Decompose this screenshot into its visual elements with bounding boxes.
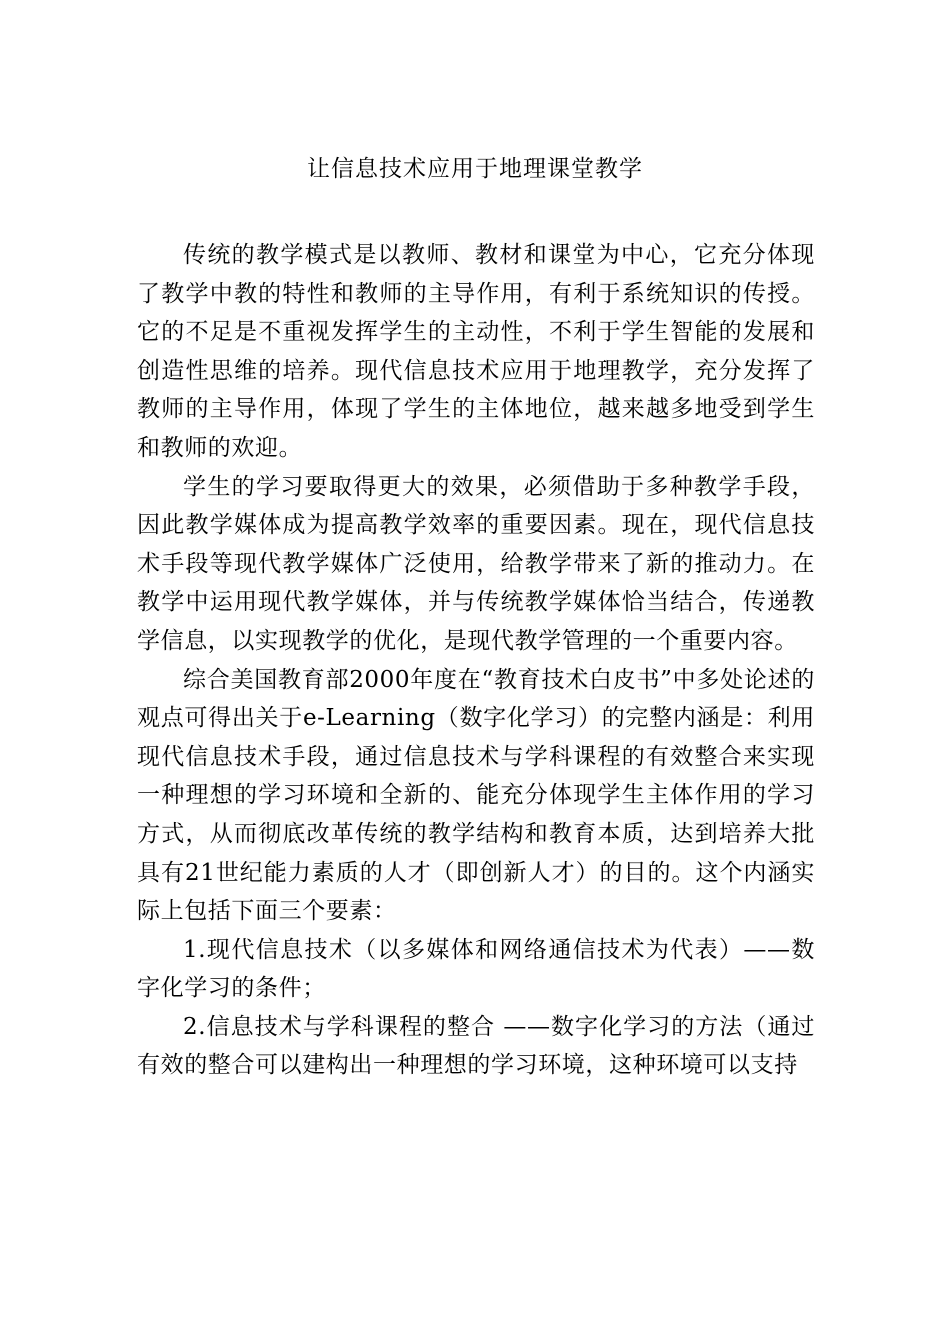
paragraph: 学生的学习要取得更大的效果，必须借助于多种教学手段，因此教学媒体成为提高教学效率的重要因素。现在，现代信息技术手段等现代教学媒体广泛使用，给教学带来了新的推动力。在教学中运用现代教学媒体，并与传统教学媒体恰当结合，传递教学信息，以实现教学的优化，是现代教学管理的一个重要内容。: [137, 473, 815, 654]
list-item: 2.信息技术与学科课程的整合 ——数字化学习的方法（通过有效的整合可以建构出一种理想的学习环境，这种环境可以支持: [137, 1013, 815, 1079]
paragraph: 传统的教学模式是以教师、教材和课堂为中心，它充分体现了教学中教的特性和教师的主导作用，有利于系统知识的传授。它的不足是不重视发挥学生的主动性，不利于学生智能的发展和创造性思维的培养。现代信息技术应用于地理教学，充分发挥了教师的主导作用，体现了学生的主体地位，越来越多地受到学生和教师的欢迎。: [137, 242, 815, 461]
document-body: [137, 236, 815, 1085]
paragraph: 综合美国教育部2000年度在“教育技术白皮书”中多处论述的观点可得出关于e-Learning（数字化学习）的完整内涵是：利用现代信息技术手段，通过信息技术与学科课程的有效整合来实现一种理想的学习环境和全新的、能充分体现学生主体作用的学习方式，从而彻底改革传统的教学结构和教育本质，达到培养大批具有21世纪能力素质的人才（即创新人才）的目的。这个内涵实际上包括下面三个要素：: [137, 666, 815, 925]
list-item: 1.现代信息技术（以多媒体和网络通信技术为代表）——数字化学习的条件；: [137, 936, 815, 1002]
document-title: 让信息技术应用于地理课堂教学: [307, 156, 643, 182]
